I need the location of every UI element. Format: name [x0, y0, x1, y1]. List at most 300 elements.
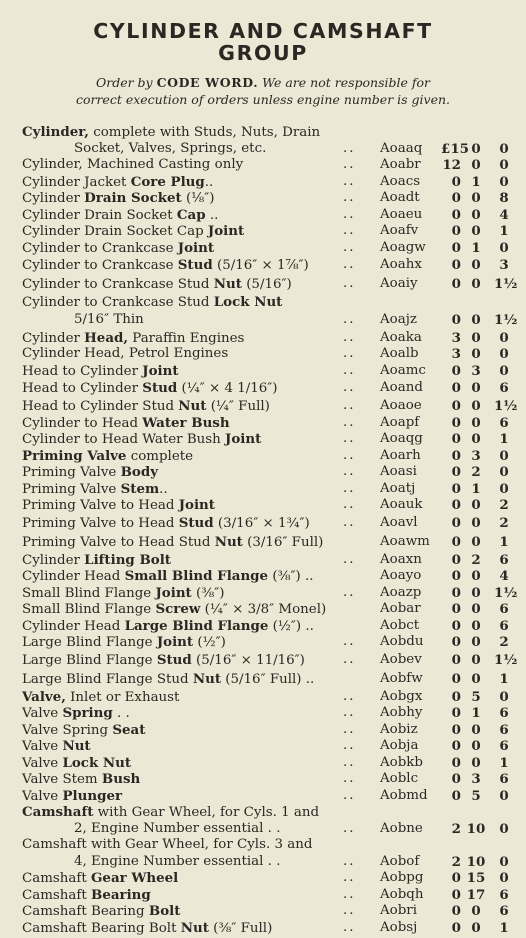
- code-word: Aoaaq: [380, 140, 423, 156]
- part-name-emphasis: Water Bush: [142, 414, 230, 431]
- price-pounds: 3: [451, 329, 461, 346]
- price-shillings: 0: [471, 380, 481, 396]
- list-item: [0, 207, 526, 224]
- page-title: [0, 20, 526, 64]
- code-word: Aoamc: [380, 362, 426, 378]
- part-text: Socket, Valves, Springs, etc.: [74, 140, 267, 156]
- price-shillings: 0: [471, 414, 481, 431]
- price-pence: 0: [499, 140, 509, 157]
- code-word: Aoaeu: [380, 206, 423, 222]
- leader-dots: ..: [343, 190, 356, 205]
- code-word: Aobev: [380, 651, 422, 667]
- part-name-emphasis: Stud: [142, 380, 178, 396]
- leader-dots: ..: [343, 754, 356, 770]
- list-item: [0, 568, 526, 585]
- part-description: [22, 920, 272, 938]
- part-text: Head to Cylinder: [22, 381, 143, 396]
- leader-dots: ..: [343, 771, 356, 786]
- leader-dots: ..: [343, 787, 356, 803]
- price-shillings: 0: [471, 514, 481, 531]
- leader-dots: ..: [343, 651, 356, 667]
- price-shillings: 0: [471, 223, 481, 239]
- price-pounds: 0: [451, 787, 461, 804]
- part-description: [74, 141, 266, 158]
- leader-dots: ..: [343, 903, 356, 918]
- price-shillings: 0: [471, 157, 481, 173]
- leader-dots: ..: [343, 870, 356, 885]
- price-pounds: 0: [451, 276, 461, 292]
- part-description: [22, 870, 178, 888]
- price-pence: 3: [499, 257, 509, 273]
- part-description: [22, 190, 214, 208]
- price-shillings: 3: [471, 771, 481, 787]
- part-description: [22, 398, 270, 416]
- code-word: Aobpg: [380, 870, 424, 885]
- part-text: Valve: [22, 755, 63, 771]
- part-name-emphasis: Joint: [207, 223, 245, 239]
- price-shillings: 0: [471, 431, 481, 447]
- list-item: [0, 223, 526, 240]
- part-description: [22, 294, 282, 312]
- leader-dots: ..: [343, 820, 356, 836]
- price-shillings: 0: [471, 754, 481, 771]
- leader-dots: ..: [343, 705, 356, 720]
- price-pence: 4: [499, 206, 509, 223]
- price-pence: 0: [499, 688, 509, 705]
- price-pounds: 0: [451, 688, 461, 705]
- part-description: [22, 174, 213, 192]
- list-item: [0, 651, 526, 670]
- part-description: [22, 223, 244, 241]
- part-description: [22, 618, 314, 636]
- price-pence: 6: [499, 721, 509, 738]
- code-word: Aoawm: [380, 533, 430, 549]
- part-name-emphasis: Joint: [178, 497, 215, 513]
- part-text: Head to Cylinder Stud: [22, 399, 179, 414]
- part-text: Large Blind Flange Stud: [22, 671, 193, 687]
- price-shillings: 0: [471, 140, 481, 157]
- part-text: ..: [204, 174, 214, 190]
- part-description: [74, 821, 280, 838]
- part-description: [22, 533, 323, 552]
- leader-dots: ..: [343, 157, 356, 172]
- part-text: Camshaft Bearing: [22, 904, 149, 919]
- part-text: (¼″ × 3/8″ Monel): [200, 602, 327, 617]
- part-description: [22, 497, 215, 515]
- list-item: [0, 141, 526, 158]
- part-text: Cylinder to Crankcase: [22, 258, 178, 273]
- part-text: ..: [205, 207, 219, 223]
- part-description: [22, 689, 179, 707]
- list-item: [0, 722, 526, 739]
- code-word: Aoabr: [380, 157, 421, 172]
- leader-dots: ..: [343, 206, 356, 222]
- part-text: Priming Valve: [22, 465, 121, 480]
- list-item: [0, 431, 526, 448]
- code-word: Aobqh: [380, 886, 424, 902]
- part-description: [22, 634, 226, 652]
- part-name-emphasis: Joint: [142, 362, 179, 379]
- code-word: Aoajz: [380, 311, 417, 327]
- code-word: Aoadt: [380, 190, 420, 205]
- part-text: (5/16″ × 1⅞″): [212, 258, 309, 273]
- code-word: Aobri: [380, 903, 417, 918]
- part-text: ..: [159, 481, 168, 497]
- notice-pre: Order by: [95, 75, 157, 90]
- leader-dots: ..: [343, 380, 356, 395]
- list-item: [0, 705, 526, 722]
- price-pence: 1½: [494, 584, 518, 601]
- part-description: [22, 903, 180, 921]
- leader-dots: ..: [343, 346, 356, 361]
- code-word: Aoazp: [380, 584, 422, 600]
- part-description: [22, 755, 131, 773]
- price-shillings: 10: [466, 820, 486, 837]
- part-description: [22, 887, 151, 905]
- price-pounds: 0: [451, 431, 461, 447]
- price-shillings: 5: [471, 787, 481, 804]
- part-text: (5/16″): [241, 277, 292, 292]
- leader-dots: ..: [343, 551, 356, 567]
- price-pence: 0: [499, 239, 509, 256]
- part-text: (5/16″ × 11/16″): [191, 652, 305, 668]
- list-item: [0, 363, 526, 380]
- price-pounds: 0: [451, 705, 461, 721]
- part-text: Valve Spring: [22, 722, 113, 738]
- code-word: Aoaiy: [380, 276, 418, 291]
- part-name-emphasis: Large Blind Flange: [124, 617, 269, 634]
- leader-dots: ..: [343, 447, 356, 463]
- list-item: [0, 634, 526, 651]
- notice-code-word: CODE WORD.: [156, 75, 259, 90]
- price-shillings: 0: [471, 651, 481, 668]
- price-pence: 0: [499, 329, 509, 346]
- part-text: Cylinder to Head: [22, 415, 143, 431]
- price-shillings: 0: [471, 617, 481, 634]
- leader-dots: ..: [343, 173, 356, 189]
- price-pence: 0: [499, 787, 509, 804]
- part-name-emphasis: Nut: [214, 533, 243, 550]
- part-name-emphasis: Lock Nut: [213, 294, 283, 310]
- price-pence: 0: [499, 480, 509, 497]
- price-pence: 6: [499, 414, 509, 431]
- code-word: Aoalb: [380, 346, 419, 361]
- list-item: [0, 311, 526, 330]
- price-pounds: 12: [442, 157, 461, 173]
- part-name-emphasis: Stud: [177, 257, 213, 273]
- code-word: Aoaqg: [380, 431, 423, 446]
- part-text: complete: [126, 448, 194, 464]
- list-item: [0, 670, 526, 689]
- price-pounds: 0: [451, 771, 461, 787]
- part-name-emphasis: Nut: [180, 919, 209, 936]
- price-shillings: 0: [471, 276, 481, 292]
- price-shillings: 15: [466, 870, 486, 886]
- price-shillings: 0: [471, 568, 481, 584]
- price-pence: 1: [499, 431, 509, 447]
- price-pence: 2: [499, 497, 509, 513]
- list-item: [0, 903, 526, 920]
- price-pounds: 0: [451, 362, 461, 379]
- price-pounds: 0: [451, 380, 461, 396]
- part-description: [22, 431, 261, 449]
- price-shillings: 10: [466, 853, 486, 870]
- part-description: [22, 722, 145, 740]
- leader-dots: ..: [343, 464, 356, 479]
- price-shillings: 0: [471, 329, 481, 346]
- list-item: [0, 887, 526, 904]
- part-text: Cylinder to Crankcase: [22, 240, 178, 256]
- part-text: (¼″ Full): [206, 399, 270, 414]
- code-word: Aoblc: [380, 771, 419, 786]
- price-pence: 0: [499, 362, 509, 379]
- part-text: Priming Valve: [22, 481, 121, 497]
- price-pounds: 0: [451, 480, 461, 497]
- part-name-emphasis: Bush: [101, 771, 141, 787]
- price-pounds: 2: [451, 853, 461, 870]
- list-item: [0, 804, 526, 821]
- part-name-emphasis: Stem: [120, 480, 160, 497]
- part-description: [22, 568, 314, 586]
- price-pence: 6: [499, 886, 509, 903]
- price-pence: 6: [499, 771, 509, 787]
- part-text: . .: [112, 706, 130, 721]
- part-name-emphasis: Core Plug: [130, 173, 205, 190]
- list-item: [0, 275, 526, 294]
- part-text: Camshaft with Gear Wheel, for Cyls. 3 and: [22, 837, 313, 852]
- code-word: Aobar: [380, 601, 421, 616]
- list-item: [0, 854, 526, 871]
- code-word: Aoaxn: [380, 551, 422, 567]
- leader-dots: ..: [343, 497, 356, 512]
- leader-dots: ..: [343, 480, 356, 496]
- part-description: [22, 207, 218, 225]
- leader-dots: ..: [343, 223, 356, 238]
- part-name-emphasis: Spring: [62, 705, 113, 721]
- price-pence: 1½: [494, 398, 518, 414]
- list-item: [0, 755, 526, 772]
- part-text: Cylinder Head, Petrol Engines: [22, 346, 229, 361]
- part-text: Priming Valve to Head Stud: [22, 534, 215, 550]
- part-text: 4, Engine Number essential . .: [74, 853, 281, 869]
- leader-dots: ..: [343, 919, 356, 935]
- list-item: [0, 533, 526, 552]
- price-pounds: 0: [451, 414, 461, 431]
- part-description: [22, 275, 292, 294]
- price-pence: 0: [499, 346, 509, 362]
- code-word: Aoacs: [380, 173, 421, 189]
- part-name-emphasis: Priming Valve: [22, 447, 127, 464]
- price-pounds: 0: [451, 464, 461, 480]
- part-description: [22, 771, 140, 789]
- part-text: Small Blind Flange: [22, 602, 156, 617]
- part-text: Camshaft Bearing Bolt: [22, 920, 181, 936]
- part-name-emphasis: Valve,: [22, 688, 66, 705]
- part-name-emphasis: Camshaft: [22, 804, 94, 820]
- code-word: Aobsj: [380, 919, 418, 935]
- price-pounds: 0: [451, 551, 461, 568]
- price-pounds: 0: [451, 173, 461, 190]
- price-pounds: 0: [451, 919, 461, 936]
- part-description: [22, 379, 278, 398]
- price-pence: 1½: [494, 651, 518, 668]
- price-pence: 0: [499, 820, 509, 837]
- part-text: (¼″ × 4 1/16″): [177, 381, 278, 396]
- price-pounds: 0: [451, 617, 461, 634]
- price-pence: 6: [499, 380, 509, 396]
- list-item: [0, 346, 526, 363]
- order-notice: [0, 74, 526, 108]
- part-description: [74, 854, 280, 871]
- part-name-emphasis: Plunger: [62, 787, 123, 804]
- price-pounds: 0: [451, 721, 461, 738]
- part-name-emphasis: Lifting Bolt: [84, 551, 171, 568]
- part-text: Cylinder Drain Socket Cap: [22, 224, 208, 239]
- leader-dots: ..: [343, 688, 356, 704]
- part-text: complete with Studs, Nuts, Drain: [88, 125, 321, 140]
- leader-dots: ..: [343, 311, 356, 327]
- code-word: Aoagw: [380, 239, 426, 255]
- code-word: Aoayo: [380, 568, 422, 583]
- price-shillings: 17: [466, 886, 486, 903]
- part-description: [22, 240, 214, 258]
- code-word: Aoatj: [380, 480, 416, 496]
- part-text: Small Blind Flange: [22, 585, 156, 601]
- leader-dots: ..: [343, 414, 356, 430]
- price-shillings: 3: [471, 362, 481, 379]
- part-name-emphasis: Cap: [176, 206, 206, 223]
- price-shillings: 1: [471, 239, 481, 256]
- part-text: Cylinder to Head Water Bush: [22, 432, 226, 447]
- list-item: [0, 738, 526, 755]
- price-pounds: 0: [451, 497, 461, 513]
- price-pence: 2: [499, 514, 509, 531]
- part-description: [22, 415, 230, 433]
- price-shillings: 0: [471, 738, 481, 754]
- part-name-emphasis: Nut: [213, 276, 242, 292]
- price-pounds: 0: [451, 886, 461, 903]
- price-pence: 1: [499, 533, 509, 550]
- list-item: [0, 821, 526, 838]
- list-item: [0, 601, 526, 618]
- leader-dots: ..: [343, 329, 356, 345]
- price-shillings: 0: [471, 903, 481, 919]
- price-pence: 0: [499, 173, 509, 190]
- part-name-emphasis: Stud: [178, 514, 214, 531]
- list-item: [0, 585, 526, 602]
- price-pounds: 0: [451, 903, 461, 919]
- code-word: Aoauk: [380, 497, 423, 512]
- price-pounds: 3: [451, 346, 461, 362]
- list-item: [0, 240, 526, 257]
- part-text: (⅜″): [191, 585, 225, 601]
- leader-dots: ..: [343, 257, 356, 272]
- leader-dots: ..: [343, 140, 356, 156]
- price-pence: 6: [499, 738, 509, 754]
- part-name-emphasis: Screw: [155, 601, 201, 617]
- price-pounds: 0: [451, 601, 461, 617]
- code-word: Aoafv: [380, 223, 419, 238]
- part-text: Valve: [22, 706, 63, 721]
- list-item: [0, 552, 526, 569]
- part-text: Head to Cylinder: [22, 363, 143, 379]
- code-word: Aoapf: [380, 414, 420, 430]
- price-shillings: 5: [471, 688, 481, 705]
- list-item: [0, 330, 526, 347]
- part-text: with Gear Wheel, for Cyls. 1 and: [93, 805, 320, 820]
- part-name-emphasis: Gear Wheel: [91, 870, 179, 886]
- list-item: [0, 190, 526, 207]
- price-pounds: 0: [451, 651, 461, 668]
- part-description: [22, 705, 130, 723]
- price-pounds: 0: [451, 311, 461, 328]
- part-text: Valve Stem: [22, 772, 102, 787]
- part-text: (3/16″ × 1¾″): [213, 515, 310, 531]
- price-shillings: 0: [471, 190, 481, 206]
- price-pence: 6: [499, 617, 509, 634]
- price-pence: 1: [499, 223, 509, 239]
- leader-dots: ..: [343, 431, 356, 446]
- price-pence: 1½: [494, 276, 518, 292]
- title-line-1: CYLINDER AND CAMSHAFT: [93, 19, 433, 43]
- price-pence: 6: [499, 601, 509, 617]
- price-pounds: 0: [451, 870, 461, 886]
- leader-dots: ..: [343, 276, 356, 291]
- list-item: [0, 514, 526, 533]
- part-description: [22, 514, 310, 533]
- price-shillings: 1: [471, 480, 481, 497]
- part-description: [22, 330, 244, 348]
- price-shillings: 0: [471, 206, 481, 223]
- part-description: [22, 651, 305, 670]
- price-shillings: 2: [471, 551, 481, 568]
- list-item: [0, 788, 526, 805]
- leader-dots: ..: [343, 584, 356, 600]
- part-name-emphasis: Bolt: [148, 903, 181, 919]
- code-word: Aoaoe: [380, 398, 422, 413]
- part-text: (5/16″ Full) ..: [221, 671, 315, 687]
- leader-dots: ..: [343, 514, 356, 530]
- price-pounds: 0: [451, 584, 461, 601]
- price-pence: 8: [499, 190, 509, 206]
- list-item: [0, 481, 526, 498]
- code-word: Aoavl: [380, 514, 418, 530]
- part-text: Cylinder Head: [22, 569, 125, 584]
- list-item: [0, 837, 526, 854]
- notice-post: We are not responsible for: [258, 75, 431, 90]
- part-text: (½″): [193, 635, 226, 650]
- part-description: [22, 363, 179, 381]
- code-word: Aobkb: [380, 754, 423, 770]
- part-text: (⅜″ Full): [208, 920, 273, 936]
- part-description: [22, 738, 91, 756]
- price-pence: 0: [499, 870, 509, 886]
- leader-dots: ..: [343, 239, 356, 255]
- code-word: Aobct: [380, 617, 420, 633]
- price-pence: 1: [499, 919, 509, 936]
- code-word: Aobhy: [380, 705, 423, 720]
- code-word: Aoahx: [380, 257, 422, 272]
- part-description: [22, 157, 243, 174]
- price-shillings: 0: [471, 533, 481, 550]
- code-word: Aobdu: [380, 634, 424, 649]
- price-pounds: 0: [451, 533, 461, 550]
- price-pounds: 0: [451, 738, 461, 754]
- leader-dots: ..: [343, 634, 356, 649]
- price-pence: 6: [499, 903, 509, 919]
- list-item: [0, 157, 526, 174]
- part-description: [22, 448, 193, 466]
